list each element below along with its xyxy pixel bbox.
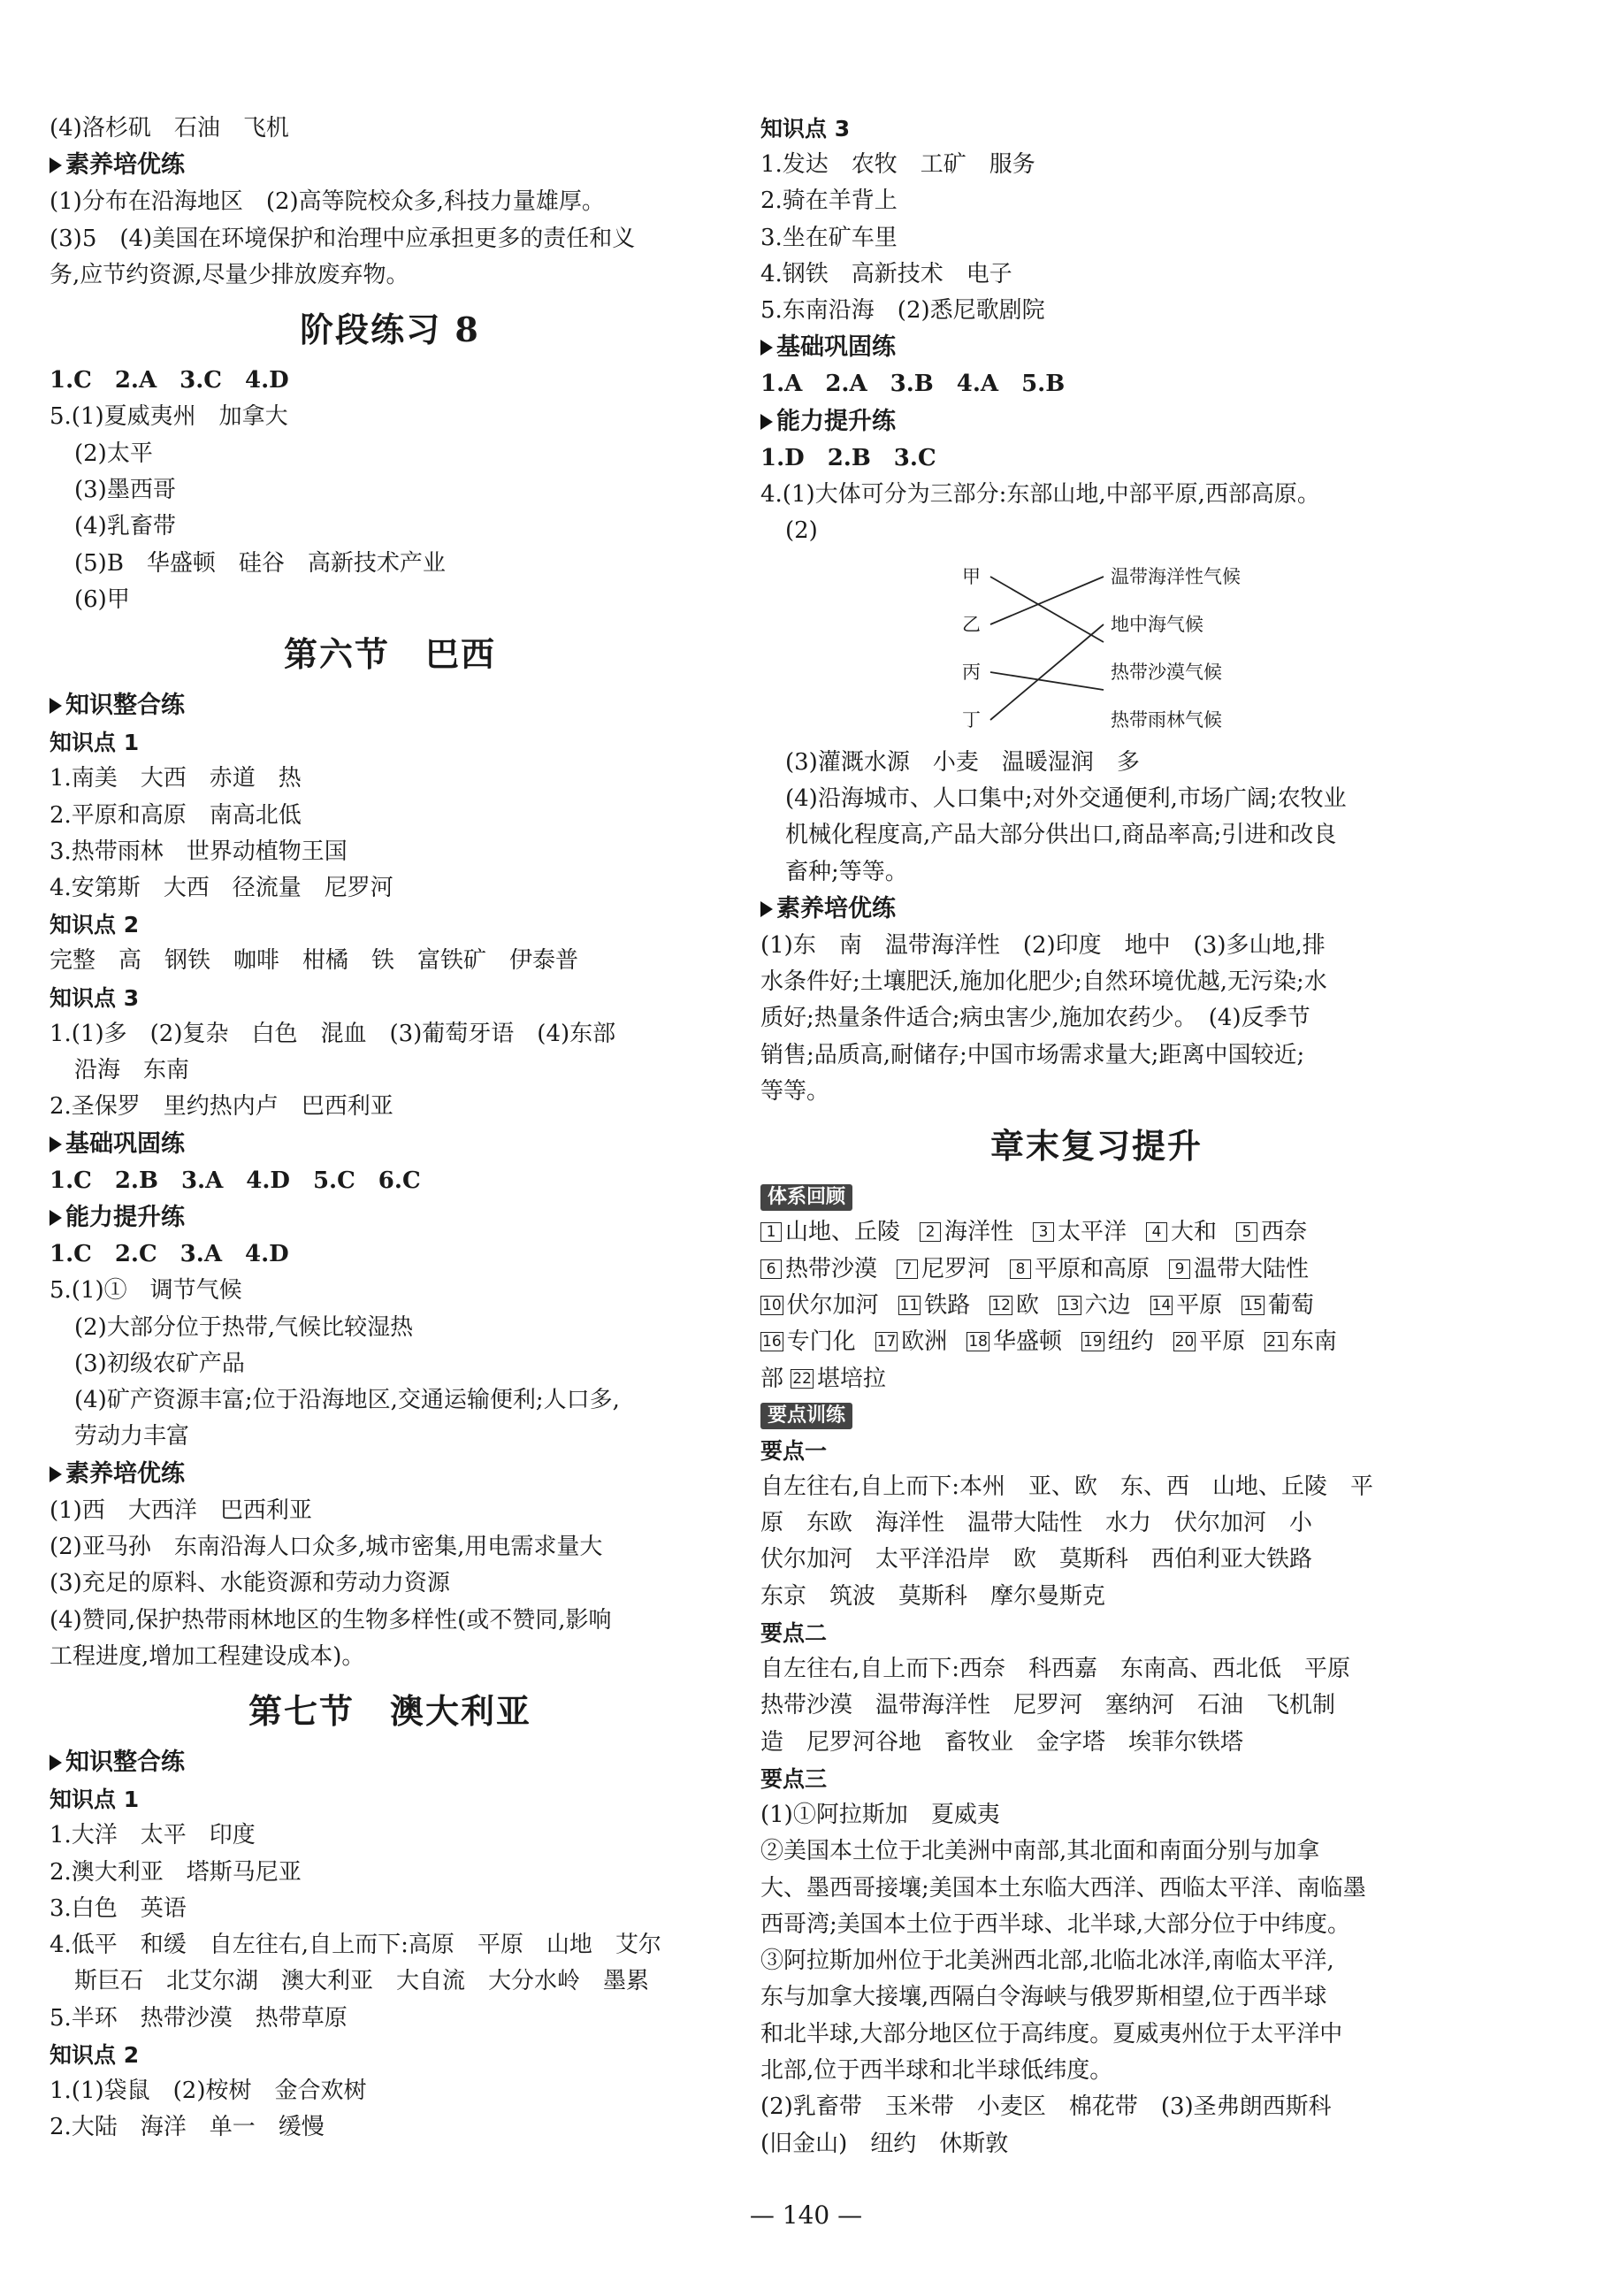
answer-line: 自左往右,自上而下:西奈 科西嘉 东南高、西北低 平原	[760, 1656, 1351, 1683]
section-title: 第六节 巴西	[283, 634, 496, 675]
answer-line: 水条件好;土壤肥沃,施加化肥少;自然环境优越,无污染;水	[760, 968, 1327, 996]
answer-line: (2)大部分位于热带,气候比较湿热	[74, 1313, 414, 1341]
knowledge-point: 知识点 1	[50, 1787, 140, 1813]
review-item: 20 平原	[1174, 1328, 1246, 1356]
answer-line: (3)墨西哥	[74, 477, 176, 504]
review-item: 14 平原	[1151, 1291, 1223, 1319]
answer-line: 造 尼罗河谷地 畜牧业 金字塔 埃菲尔铁塔	[760, 1728, 1244, 1756]
review-item: 12 欧	[991, 1291, 1039, 1319]
review-row	[760, 1324, 1432, 1360]
answer-line: (1)东 南 温带海洋性 (2)印度 地中 (3)多山地,排	[760, 931, 1326, 959]
answer-line: 自左往右,自上而下:本州 亚、欧 东、西 山地、丘陵 平	[760, 1473, 1374, 1500]
review-item: 22 堪培拉	[792, 1365, 886, 1392]
match-right-label: 地中海气候	[1111, 613, 1203, 635]
triangle-icon	[50, 698, 62, 714]
answer-line: (2)亚马孙 东南沿海人口众多,城市密集,用电需求量大	[50, 1534, 603, 1561]
answer-line: 1.C 2.C 3.A 4.D	[50, 1240, 289, 1267]
answer-line: (4)赞同,保护热带雨林地区的生物多样性(或不赞同,影响	[50, 1606, 612, 1634]
key-point-heading: 要点二	[760, 1620, 828, 1647]
answer-line: 伏尔加河 太平洋沿岸 欧 莫斯科 西伯利亚大铁路	[760, 1546, 1313, 1573]
knowledge-point: 知识点 2	[50, 2041, 140, 2068]
page-number: — 140 —	[749, 2200, 863, 2230]
review-item: 15 葡萄	[1243, 1291, 1314, 1319]
match-left-label: 乙	[962, 613, 981, 635]
knowledge-point: 知识点 2	[50, 912, 140, 938]
answer-line: 完整 高 钢铁 咖啡 柑橘 铁 富铁矿 伊泰普	[50, 947, 579, 975]
answer-line: 机械化程度高,产品大部分供出口,商品率高;引进和改良	[785, 822, 1337, 849]
answer-line: 4.低平 和缓 自左往右,自上而下:高原 平原 山地 艾尔	[50, 1932, 661, 1959]
answer-line: 3.坐在矿车里	[760, 224, 898, 251]
match-left-label: 丁	[962, 708, 981, 731]
triangle-icon	[50, 1137, 62, 1152]
answer-line: 劳动力丰富	[74, 1423, 190, 1450]
answer-line: 北部,位于西半球和北半球低纬度。	[760, 2056, 1113, 2084]
match-line-yi	[990, 577, 1104, 624]
match-right-label: 温带海洋性气候	[1111, 565, 1241, 587]
answer-line: 2.骑在羊背上	[760, 188, 898, 215]
match-line-bing	[990, 672, 1104, 690]
answer-line: (3)充足的原料、水能资源和劳动力资源	[50, 1570, 450, 1597]
section-heading: 能力提升练	[50, 1199, 730, 1236]
answer-line: 1.南美 大西 赤道 热	[50, 765, 302, 792]
match-line-ding	[990, 624, 1104, 720]
triangle-icon	[50, 1755, 62, 1771]
review-item: 16 专门化	[762, 1328, 856, 1356]
answer-line: 1.发达 农牧 工矿 服务	[760, 151, 1035, 178]
answer-line: (1)①阿拉斯加 夏威夷	[760, 1801, 1000, 1828]
match-left-label: 丙	[962, 661, 981, 683]
right-column	[760, 111, 1432, 2162]
match-right-label: 热带雨林气候	[1111, 708, 1222, 731]
section-heading: 知识整合练	[50, 1744, 730, 1781]
section-tag: 要点训练	[760, 1403, 852, 1429]
answer-line: (4)洛杉矶 石油 飞机	[50, 115, 289, 142]
match-left-label: 甲	[962, 565, 981, 587]
knowledge-point: 知识点 1	[50, 730, 140, 756]
review-item: 7 尼罗河	[897, 1256, 990, 1282]
triangle-icon	[50, 1466, 62, 1482]
review-item: 18 华盛顿	[968, 1328, 1062, 1356]
review-item: 9 温带大陆性	[1169, 1256, 1309, 1282]
answer-line: 原 东欧 海洋性 温带大陆性 水力 伏尔加河 小	[760, 1510, 1313, 1537]
answer-line: (2)乳畜带 玉米带 小麦区 棉花带 (3)圣弗朗西斯科	[760, 2093, 1332, 2121]
review-row	[760, 1251, 1432, 1288]
review-item: 1 山地、丘陵	[760, 1219, 900, 1245]
answer-line: 沿海 东南	[74, 1057, 190, 1084]
answer-line: 2.大陆 海洋 单一 缓慢	[50, 2114, 325, 2141]
answer-line: (4)乳畜带	[74, 513, 176, 540]
review-item: 5 西奈	[1236, 1219, 1307, 1245]
answer-line: 3.热带雨林 世界动植物王国	[50, 838, 348, 865]
triangle-icon	[760, 901, 773, 917]
matching-lines	[760, 550, 1432, 745]
answer-line: 1.(1)多 (2)复杂 白色 混血 (3)葡萄牙语 (4)东部	[50, 1020, 616, 1047]
key-point-heading: 要点三	[760, 1765, 828, 1792]
knowledge-point: 知识点 3	[50, 984, 140, 1011]
section-heading: 能力提升练	[760, 403, 1432, 440]
review-row	[760, 1214, 1432, 1251]
section-heading: 基础巩固练	[50, 1126, 730, 1163]
review-item: 11 铁路	[899, 1291, 971, 1319]
section-title: 阶段练习 8	[300, 310, 480, 350]
review-item: 10 伏尔加河	[762, 1291, 879, 1319]
review-item: 19 纽约	[1082, 1328, 1154, 1356]
review-item: 4 大和	[1146, 1219, 1217, 1245]
answer-line: (2)太平	[74, 440, 153, 467]
section-title: 章末复习提升	[989, 1126, 1203, 1167]
section-title: 第七节 澳大利亚	[248, 1691, 531, 1732]
answer-line: (3)灌溉水源 小麦 温暖湿润 多	[785, 748, 1140, 776]
section-heading: 知识整合练	[50, 687, 730, 724]
answer-line: (3)5 (4)美国在环境保护和治理中应承担更多的责任和义	[50, 225, 636, 252]
answer-line: 5.(1)夏威夷州 加拿大	[50, 403, 288, 431]
answer-line: 5.半环 热带沙漠 热带草原	[50, 2004, 348, 2032]
match-right-label: 热带沙漠气候	[1111, 661, 1222, 683]
answer-line: 5.东南沿海 (2)悉尼歌剧院	[760, 297, 1045, 325]
answer-line: 4.钢铁 高新技术 电子	[760, 260, 1012, 287]
answer-line: (1)西 大西洋 巴西利亚	[50, 1496, 312, 1524]
answer-line: (1)分布在沿海地区 (2)高等院校众多,科技力量雄厚。	[50, 188, 605, 216]
answer-line: ②美国本土位于北美洲中南部,其北面和南面分别与加拿	[760, 1838, 1320, 1865]
knowledge-point: 知识点 3	[760, 116, 851, 142]
answer-line: 2.圣保罗 里约热内卢 巴西利亚	[50, 1093, 393, 1121]
answer-line: (4)沿海城市、人口集中;对外交通便利,市场广阔;农牧业	[785, 784, 1347, 812]
answer-line: 1.(1)袋鼠 (2)桉树 金合欢树	[50, 2077, 367, 2104]
answer-line: 大、墨西哥接壤;美国本土东临大西洋、西临太平洋、南临墨	[760, 1874, 1366, 1902]
review-row	[760, 1288, 1432, 1324]
section-heading: 素养培优练	[50, 147, 730, 184]
answer-line: (6)甲	[74, 585, 130, 613]
answer-line: (5)B 华盛顿 硅谷 高新技术产业	[74, 549, 446, 577]
answer-line: 1.大洋 太平 印度	[50, 1822, 256, 1849]
answer-line: (旧金山) 纽约 休斯敦	[760, 2130, 1009, 2157]
answer-line: 1.C 2.B 3.A 4.D 5.C 6.C	[50, 1167, 421, 1194]
key-point-heading: 要点一	[760, 1437, 828, 1464]
section-heading: 基础巩固练	[760, 329, 1432, 366]
answer-line: 畜种;等等。	[785, 858, 908, 885]
answer-line: 3.白色 英语	[50, 1894, 187, 1922]
triangle-icon	[760, 414, 773, 430]
answer-line: 西哥湾;美国本土位于西半球、北半球,大部分位于中纬度。	[760, 1910, 1351, 1938]
answer-line: 务,应节约资源,尽量少排放废弃物。	[50, 261, 409, 288]
answer-line: 2.平原和高原 南高北低	[50, 801, 302, 829]
triangle-icon	[760, 340, 773, 356]
review-item: 21 东南	[1266, 1328, 1337, 1356]
triangle-icon	[50, 157, 62, 173]
review-row: 部 22 堪培拉	[760, 1365, 886, 1392]
review-item: 13 六边	[1059, 1291, 1131, 1319]
answer-line: 1.C 2.A 3.C 4.D	[50, 367, 289, 394]
left-column	[50, 111, 730, 2147]
answer-line: 5.(1)① 调节气候	[50, 1277, 242, 1305]
answer-line: 1.A 2.A 3.B 4.A 5.B	[760, 371, 1066, 398]
review-item: 6 热带沙漠	[760, 1256, 877, 1282]
answer-line: 4.(1)大体可分为三部分:东部山地,中部平原,西部高原。	[760, 481, 1320, 509]
answer-line: (3)初级农矿产品	[74, 1350, 245, 1377]
answer-line: 东与加拿大接壤,西隔白令海峡与俄罗斯相望,位于西半球	[760, 1984, 1327, 2011]
answer-line: 1.D 2.B 3.C	[760, 444, 936, 471]
answer-line: 工程进度,增加工程建设成本)。	[50, 1642, 365, 1670]
answer-line: ③阿拉斯加州位于北美洲西北部,北临北冰洋,南临太平洋,	[760, 1948, 1334, 1975]
answer-line: 2.澳大利亚 塔斯马尼亚	[50, 1858, 302, 1886]
review-item: 17 欧洲	[876, 1328, 948, 1356]
answer-line: 质好;热量条件适合;病虫害少,施加农药少。 (4)反季节	[760, 1005, 1310, 1032]
climate-matching-diagram	[760, 550, 1432, 745]
answer-line: 热带沙漠 温带海洋性 尼罗河 塞纳河 石油 飞机制	[760, 1692, 1336, 1719]
answer-line: 4.安第斯 大西 径流量 尼罗河	[50, 875, 393, 902]
answer-line: 等等。	[760, 1078, 830, 1106]
answer-line: (4)矿产资源丰富;位于沿海地区,交通运输便利;人口多,	[74, 1387, 620, 1414]
answer-line: (2)	[785, 517, 818, 545]
section-tag: 体系回顾	[760, 1184, 852, 1211]
answer-line: 销售;品质高,耐储存;中国市场需求量大;距离中国较近;	[760, 1041, 1305, 1068]
answer-line: 斯巨石 北艾尔湖 澳大利亚 大自流 大分水岭 墨累	[74, 1968, 650, 1995]
section-heading: 素养培优练	[760, 891, 1432, 928]
match-line-jia	[990, 577, 1104, 642]
triangle-icon	[50, 1210, 62, 1226]
review-item: 2 海洋性	[920, 1219, 1013, 1245]
review-item: 3 太平洋	[1033, 1219, 1127, 1245]
review-item: 8 平原和高原	[1010, 1256, 1150, 1282]
section-heading: 素养培优练	[50, 1456, 730, 1493]
answer-line: 东京 筑波 莫斯科 摩尔曼斯克	[760, 1582, 1106, 1610]
answer-line: 和北半球,大部分地区位于高纬度。夏威夷州位于太平洋中	[760, 2020, 1343, 2047]
